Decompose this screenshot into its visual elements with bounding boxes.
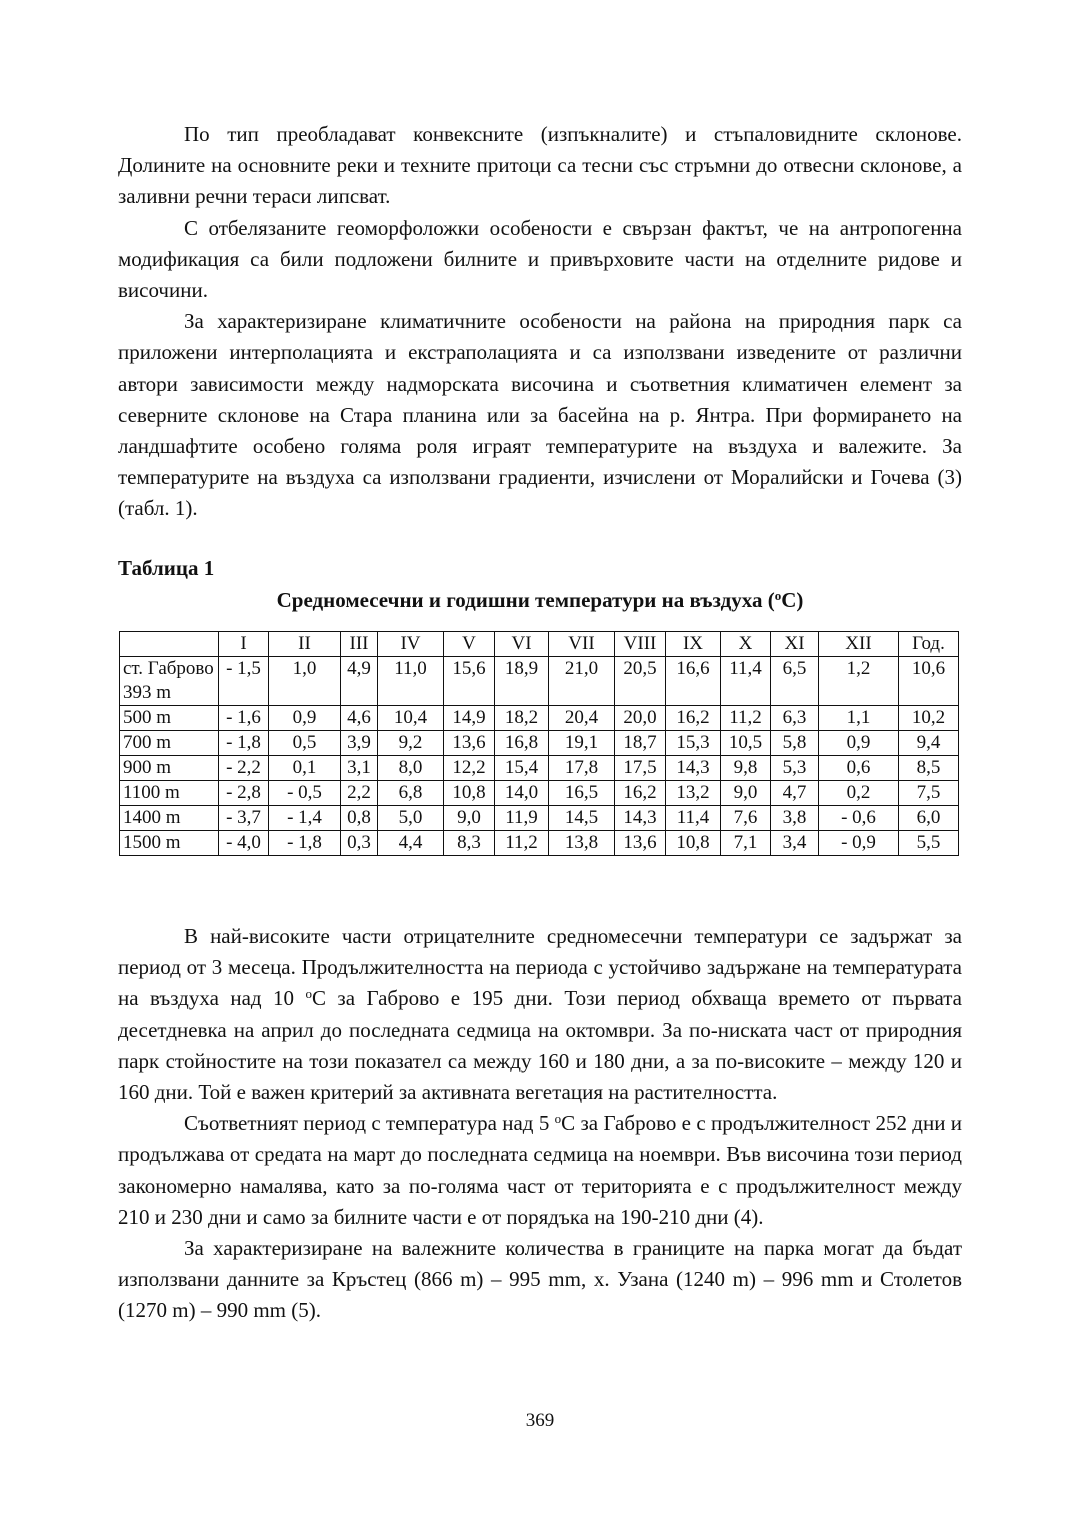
- row-label: 700 m: [120, 731, 219, 756]
- table-cell: 7,1: [721, 831, 771, 856]
- table-cell: 0,2: [819, 781, 899, 806]
- table-cell: 21,0: [549, 657, 615, 706]
- table-cell: 8,5: [899, 756, 959, 781]
- table-cell: 3,9: [341, 731, 378, 756]
- table-title: [118, 588, 962, 613]
- table-cell: 9,0: [721, 781, 771, 806]
- table-cell: 8,0: [378, 756, 444, 781]
- table-cell: 17,5: [615, 756, 666, 781]
- text: В най-високите части отрицателните средномесечни температури се задържат за период от 3 месеца. Продължителността на периода с устойчиво задържане на температурата на въздуха над 10: [118, 924, 962, 1011]
- table-cell: 20,4: [549, 706, 615, 731]
- table-cell: 0,3: [341, 831, 378, 856]
- table-cell: 0,5: [269, 731, 341, 756]
- table-cell: 9,4: [899, 731, 959, 756]
- table-cell: 4,4: [378, 831, 444, 856]
- table-cell: 10,5: [721, 731, 771, 756]
- column-header: VI: [495, 632, 549, 657]
- column-header: X: [721, 632, 771, 657]
- table-cell: 10,8: [444, 781, 495, 806]
- row-label: 900 m: [120, 756, 219, 781]
- table-cell: 16,2: [615, 781, 666, 806]
- paragraph: [118, 921, 962, 1108]
- table-cell: 20,0: [615, 706, 666, 731]
- column-header: IX: [666, 632, 721, 657]
- row-label: 1100 m: [120, 781, 219, 806]
- table-cell: 14,9: [444, 706, 495, 731]
- table-row: [120, 781, 959, 806]
- paragraph: За характеризиране на валежните количества в границите на парка могат да бъдат използвани данните за Кръстец (866 m) – 995 mm, х. Узана (1240 m) – 996 mm и Столетов (1270 m) – 990 mm (5).: [118, 1236, 962, 1323]
- table-cell: 19,1: [549, 731, 615, 756]
- table-cell: 15,6: [444, 657, 495, 706]
- table-cell: 16,5: [549, 781, 615, 806]
- table-cell: 8,3: [444, 831, 495, 856]
- row-label: 1500 m: [120, 831, 219, 856]
- table-cell: 14,0: [495, 781, 549, 806]
- table-cell: 14,3: [666, 756, 721, 781]
- row-label: 500 m: [120, 706, 219, 731]
- table-cell: - 1,8: [269, 831, 341, 856]
- table-cell: 0,9: [819, 731, 899, 756]
- table-cell: 18,7: [615, 731, 666, 756]
- table-cell: 13,6: [615, 831, 666, 856]
- text: Съответният период с температура над 5: [184, 1111, 555, 1136]
- table-cell: 3,8: [771, 806, 819, 831]
- table-cell: 0,6: [819, 756, 899, 781]
- column-header: I: [219, 632, 269, 657]
- title-text: Средномесечни и годишни температури на въздуха (: [276, 588, 775, 612]
- table-cell: 1,0: [269, 657, 341, 706]
- table-row: [120, 706, 959, 731]
- table-cell: - 1,8: [219, 731, 269, 756]
- table-cell: 13,8: [549, 831, 615, 856]
- text: C за Габрово е с продължителност 252 дни и продължава от средата на март до последната седмица на ноември. Във височина този период закономерно намалява, като за по-голяма част от територията е с продължителност между 210 и 230 дни и само за билните части е от порядъка на 190-210 дни (4).: [118, 1111, 963, 1229]
- body-text: [118, 921, 962, 1327]
- table-cell: 9,8: [721, 756, 771, 781]
- table-cell: 13,6: [444, 731, 495, 756]
- table-cell: 20,5: [615, 657, 666, 706]
- table-cell: 15,4: [495, 756, 549, 781]
- row-label: ст. Габрово 393 m: [120, 657, 219, 706]
- table-cell: 17,8: [549, 756, 615, 781]
- table-cell: - 1,5: [219, 657, 269, 706]
- table-cell: 3,4: [771, 831, 819, 856]
- table-cell: - 2,2: [219, 756, 269, 781]
- table-cell: - 1,4: [269, 806, 341, 831]
- table-cell: 16,6: [666, 657, 721, 706]
- column-header: XI: [771, 632, 819, 657]
- row-label: 1400 m: [120, 806, 219, 831]
- table-cell: 10,8: [666, 831, 721, 856]
- paragraph: По тип преобладават конвексните (изпъкналите) и стъпаловидните склонове. Долините на основните реки и техните притоци са тесни със стръмни до отвесни склонове, а заливни речни тераси липсват.: [118, 122, 962, 209]
- degree-sup: o: [774, 588, 782, 603]
- table-header-row: [120, 632, 959, 657]
- table-cell: 6,8: [378, 781, 444, 806]
- table-cell: 18,9: [495, 657, 549, 706]
- table-cell: 11,9: [495, 806, 549, 831]
- table-cell: 7,5: [899, 781, 959, 806]
- page-number: 369: [525, 1410, 555, 1431]
- table-cell: 1,2: [819, 657, 899, 706]
- table-cell: 15,3: [666, 731, 721, 756]
- table-cell: 3,1: [341, 756, 378, 781]
- table-cell: 10,2: [899, 706, 959, 731]
- column-header: Год.: [899, 632, 959, 657]
- table-cell: 0,1: [269, 756, 341, 781]
- table-cell: 16,8: [495, 731, 549, 756]
- paragraph: С отбелязаните геоморфоложки особености е свързан фактът, че на антропогенна модификация са били подложени билните и привърховите части на отделните ридове и височини.: [118, 215, 962, 303]
- table-cell: 5,8: [771, 731, 819, 756]
- table-cell: 0,8: [341, 806, 378, 831]
- column-header: V: [444, 632, 495, 657]
- table-caption: Таблица 1: [118, 556, 215, 580]
- table-cell: 5,5: [899, 831, 959, 856]
- table-row: [120, 831, 959, 856]
- paragraph: [118, 1108, 962, 1233]
- column-header: II: [269, 632, 341, 657]
- table-cell: 14,5: [549, 806, 615, 831]
- table-cell: - 0,6: [819, 806, 899, 831]
- table-cell: 5,0: [378, 806, 444, 831]
- table-cell: 6,3: [771, 706, 819, 731]
- table-cell: 11,4: [721, 657, 771, 706]
- table-cell: 11,2: [721, 706, 771, 731]
- table-cell: 18,2: [495, 706, 549, 731]
- column-header: [120, 632, 219, 657]
- table-cell: 2,2: [341, 781, 378, 806]
- table-cell: 10,6: [899, 657, 959, 706]
- table-cell: 6,5: [771, 657, 819, 706]
- degree-sup: o: [554, 1111, 562, 1127]
- column-header: VII: [549, 632, 615, 657]
- table-row: [120, 806, 959, 831]
- table-cell: - 4,0: [219, 831, 269, 856]
- table-cell: 9,2: [378, 731, 444, 756]
- table-cell: - 2,8: [219, 781, 269, 806]
- paragraph: За характеризиране климатичните особености на района на природния парк са приложени интерполацията и екстраполацията и са използвани изведените от различни автори зависимости между надморската височина и съответния климатичен елемент за северните склонове на Стара планина или за басейна на р. Янтра. При формирането на ландшафтите особено голяма роля играят температурите на въздуха и валежите. За температурите на въздуха са използвани градиенти, изчислени от Моралийски и Гочева (3) (табл. 1).: [118, 309, 962, 521]
- table-cell: 12,2: [444, 756, 495, 781]
- column-header: VIII: [615, 632, 666, 657]
- table-cell: 10,4: [378, 706, 444, 731]
- table-cell: 4,9: [341, 657, 378, 706]
- column-header: XII: [819, 632, 899, 657]
- table-cell: - 0,9: [819, 831, 899, 856]
- degree-sup: o: [305, 986, 312, 1002]
- table-row: [120, 756, 959, 781]
- table-cell: 5,3: [771, 756, 819, 781]
- intro-text: [118, 119, 962, 525]
- table-cell: 16,2: [666, 706, 721, 731]
- table-cell: - 0,5: [269, 781, 341, 806]
- temperature-table: [119, 631, 959, 856]
- table-cell: 6,0: [899, 806, 959, 831]
- table-cell: 7,6: [721, 806, 771, 831]
- table-cell: - 3,7: [219, 806, 269, 831]
- table-cell: - 1,6: [219, 706, 269, 731]
- table-cell: 11,2: [495, 831, 549, 856]
- table-cell: 1,1: [819, 706, 899, 731]
- table-cell: 14,3: [615, 806, 666, 831]
- table-cell: 13,2: [666, 781, 721, 806]
- table-row: [120, 657, 959, 706]
- table-cell: 0,9: [269, 706, 341, 731]
- title-text: C): [781, 588, 804, 612]
- column-header: III: [341, 632, 378, 657]
- column-header: IV: [378, 632, 444, 657]
- table-cell: 11,4: [666, 806, 721, 831]
- table-row: [120, 731, 959, 756]
- text: C за Габрово е 195 дни. Този период обхваща времето от първата десетдневка на април до последната седмица на октомври. За по-ниската част от природния парк стойностите на този показател са между 160 и 180 дни, а за по-високите – между 120 и 160 дни. Той е важен критерий за активната вегетация на растителността.: [118, 986, 962, 1105]
- table-cell: 9,0: [444, 806, 495, 831]
- table-cell: 11,0: [378, 657, 444, 706]
- table-cell: 4,7: [771, 781, 819, 806]
- table-cell: 4,6: [341, 706, 378, 731]
